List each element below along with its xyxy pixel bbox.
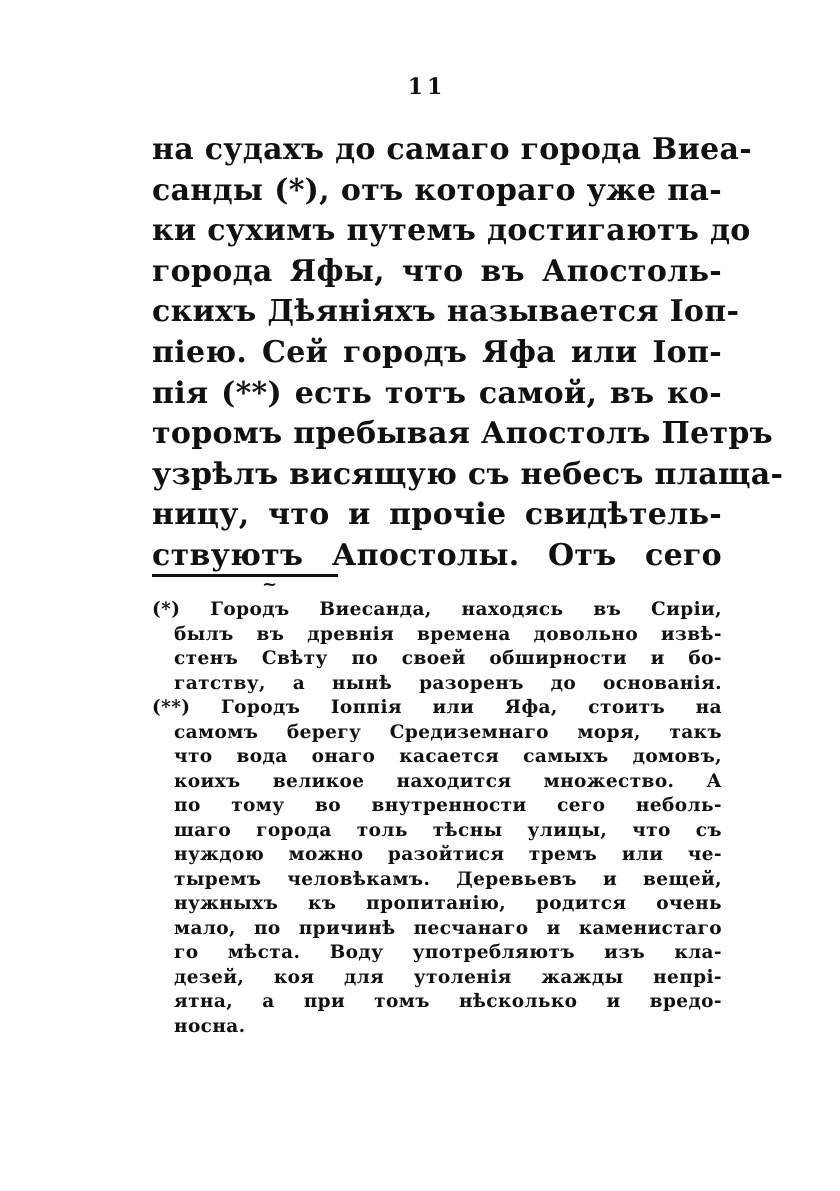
- footnote-line: мало, по причинѣ песчанаго и каменистаго: [174, 917, 722, 939]
- text-line: санды (*), отъ котораго уже па-: [152, 172, 722, 208]
- footnote-line: былъ въ древнія времена довольно извѣ-: [174, 623, 722, 645]
- main-text: [152, 130, 784, 577]
- footnote-line: стенъ Свѣту по своей обширности и бо-: [174, 648, 722, 669]
- footnote-line: по тому во внутренности сего неболь-: [174, 795, 722, 816]
- text-line: узрѣлъ висящую съ небесъ плаща-: [152, 456, 784, 492]
- footnote-line: нуждою можно разойтися тремъ или че-: [174, 844, 722, 865]
- text-line: города Яфы, что въ Апостоль-: [152, 253, 722, 289]
- footnote-line: го мѣста. Воду употребляютъ изъ кла-: [174, 942, 722, 963]
- footnote-line: тыремъ человѣкамъ. Деревьевъ и вещей,: [174, 868, 722, 890]
- divider-ornament: ~: [262, 574, 278, 595]
- footnote-2: [152, 696, 722, 1039]
- footnote-line: нужныхъ къ пропитанію, родится очень: [174, 893, 722, 914]
- footnote-1: [152, 598, 722, 696]
- footnote-line: (**) Городъ Іоппія или Яфа, стоитъ на: [152, 697, 722, 718]
- footnote-line: самомъ берегу Средиземнаго моря, такъ: [174, 721, 722, 743]
- footnote-line: носна.: [174, 1015, 246, 1037]
- footnote-divider: [152, 574, 338, 577]
- footnote-line: шаго города толь тѣсны улицы, что съ: [174, 819, 722, 841]
- footnote-line: что вода онаго касается самыхъ домовъ,: [174, 746, 722, 767]
- text-line: піею. Сей городъ Яфа или Іоп-: [152, 334, 722, 370]
- page-number: 11: [407, 74, 447, 100]
- text-line: на судахъ до самаго города Виеа-: [152, 132, 753, 167]
- text-line: ствуютъ Апостолы. Отъ сего: [152, 537, 722, 573]
- text-line: торомъ пребывая Апостолъ Петръ: [152, 416, 773, 452]
- footnote-line: коихъ великое находится множество. А: [174, 770, 722, 792]
- text-line: ницу, что и прочіе свидѣтель-: [152, 497, 722, 533]
- footnote-line: (*) Городъ Виесанда, находясь въ Сиріи,: [152, 599, 722, 620]
- footnote-line: дезей, коя для утоленія жажды непрі-: [174, 966, 722, 988]
- footnote-line: гатству, а нынѣ разоренъ до основанія.: [174, 672, 722, 694]
- text-line: скихъ Дѣяніяхъ называется Іоп-: [152, 294, 740, 330]
- text-line: пія (**) есть тотъ самой, въ ко-: [152, 375, 722, 411]
- text-line: ки сухимъ путемъ достигаютъ до: [152, 213, 751, 249]
- footnote-line: ятна, а при томъ нѣсколько и вредо-: [174, 991, 722, 1012]
- footnotes: [152, 598, 722, 1039]
